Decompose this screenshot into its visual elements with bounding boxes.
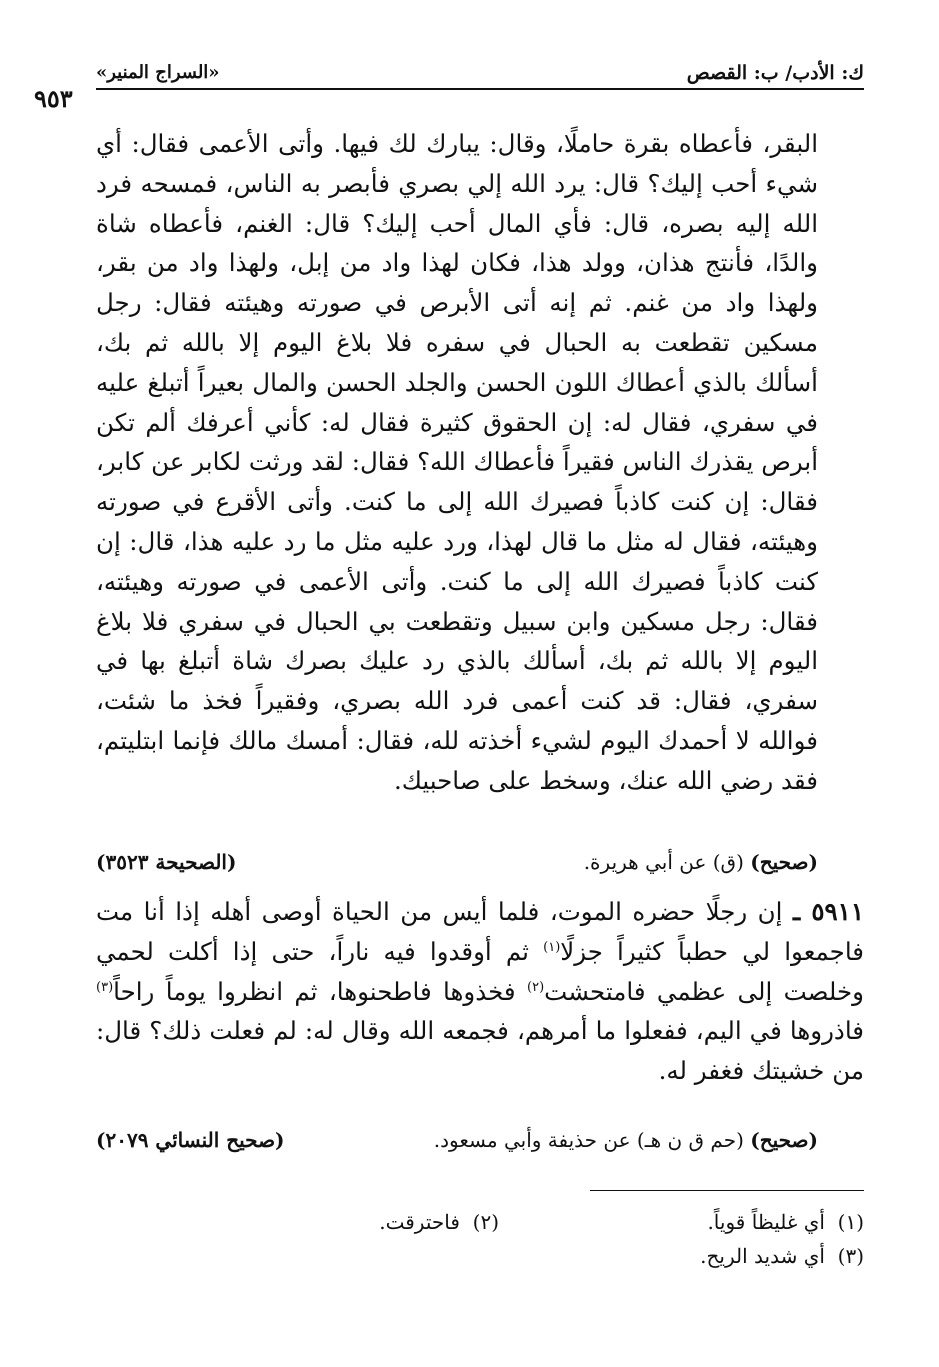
chapter-title: ك: الأدب/ ب: القصص: [686, 62, 864, 84]
footnote-2: [379, 1210, 499, 1234]
source-narrator-text: (ق) عن أبي هريرة.: [583, 850, 744, 874]
footnote-3: [700, 1244, 864, 1268]
footnote-3-number: (٣): [837, 1244, 864, 1268]
header-rule: [96, 88, 864, 90]
footnote-ref-3[interactable]: (٣): [96, 979, 114, 995]
footnote-ref-1[interactable]: (١): [543, 939, 561, 955]
hadith-5911: [96, 892, 864, 1091]
source-narrator-text-2: (حم ق ن هـ) عن حذيفة وأبي مسعود.: [433, 1128, 744, 1152]
footnote-3-text: أي شديد الريح.: [700, 1244, 825, 1268]
hadith-text-part4: فاذروها في اليم، ففعلوا ما أمرهم، فجمعه الله وقال له: لم فعلت ذلك؟ قال: من خشيتك فغفر له.: [96, 1016, 864, 1086]
footnote-2-number: (٢): [472, 1210, 499, 1234]
source-reference: (الصحيحة ٣٥٢٣): [96, 850, 237, 874]
hadith-number: ٥٩١١ ـ: [792, 897, 864, 926]
source-grade-2: (صحيح): [750, 1128, 818, 1152]
hadith-continuation-text: البقر، فأعطاه بقرة حاملًا، وقال: يبارك لك فيها. وأتى الأعمى فقال: أي شيء أحب إليك؟ قال: يرد الله إلي بصري فأبصر به الناس، فمسحه فرد الله إليه بصره، قال: فأي المال أحب إليك؟ قال: الغنم، فأعطاه شاة والدًا، فأنتج هذان، وولد هذا، فكان لهذا واد من إبل، ولهذا واد من بقر، ولهذا واد من غنم. ثم إنه أتى الأبرص في صورته وهيئته فقال: رجل مسكين تقطعت به الحبال في سفره فلا بلاغ اليوم إلا بالله ثم بك، أسألك بالذي أعطاك اللون الحسن والجلد الحسن والمال بعيراً أتبلغ عليه في سفري، فقال له: إن الحقوق كثيرة فقال له: كأني أعرفك ألم تكن أبرص يقذرك الناس فقيراً فأعطاك الله؟ فقال: لقد ورثت لكابر عن كابر، فقال: إن كنت كاذباً فصيرك الله إلى ما كنت. وأتى الأقرع في صورته وهيئته، فقال له مثل ما قال لهذا، ورد عليه مثل ما رد عليه هذا، قال: إن كنت كاذباً فصيرك الله إلى ما كنت. وأتى الأعمى في صورته وهيئته، فقال: رجل مسكين وابن سبيل وتقطعت بي الحبال في سفري فلا بلاغ اليوم إلا بالله ثم بك، أسألك بالذي رد عليك بصرك شاة أتبلغ بها في سفري، فقال: قد كنت أعمى فرد الله بصري، وفقيراً فخذ ما شئت، فوالله لا أحمدك اليوم لشيء أخذته لله، فقال: أمسك مالك فإنما ابتليتم، فقد رضي الله عنك، وسخط على صاحبيك.: [96, 129, 818, 795]
hadith-text-part3: فخذوها فاطحنوها، ثم انظروا يوماً راحاً: [113, 976, 516, 1006]
footnote-1-text: أي غليظاً قوياً.: [707, 1210, 825, 1234]
footnote-1-number: (١): [837, 1210, 864, 1234]
footnote-ref-2[interactable]: (٢): [527, 979, 545, 995]
hadith-text-part2: ثم أوقدوا فيه ناراً، حتى إذا أكلت لحمي وخلصت إلى عظمي فامتحشت: [96, 936, 864, 1006]
footnote-1: [707, 1210, 864, 1234]
source-narrators: [584, 850, 818, 874]
hadith-source-line-2: [96, 1128, 818, 1158]
source-reference-2: (صحيح النسائي ٢٠٧٩): [96, 1128, 285, 1152]
hadith-text-part1: إن رجلًا حضره الموت، فلما أيس من الحياة أوصى أهله إذا أنا مت فاجمعوا لي حطباً كثيراً جزلًا: [96, 897, 864, 966]
footnote-2-text: فاحترقت.: [379, 1210, 460, 1234]
source-narrators-2: [434, 1128, 818, 1152]
running-header: [96, 62, 864, 88]
page-number: ٩٥٣: [34, 84, 73, 113]
footnote-separator: [590, 1190, 864, 1191]
hadith-source-line: [96, 850, 818, 880]
book-title: «السراج المنير»: [96, 62, 220, 83]
source-grade: (صحيح): [750, 850, 818, 874]
